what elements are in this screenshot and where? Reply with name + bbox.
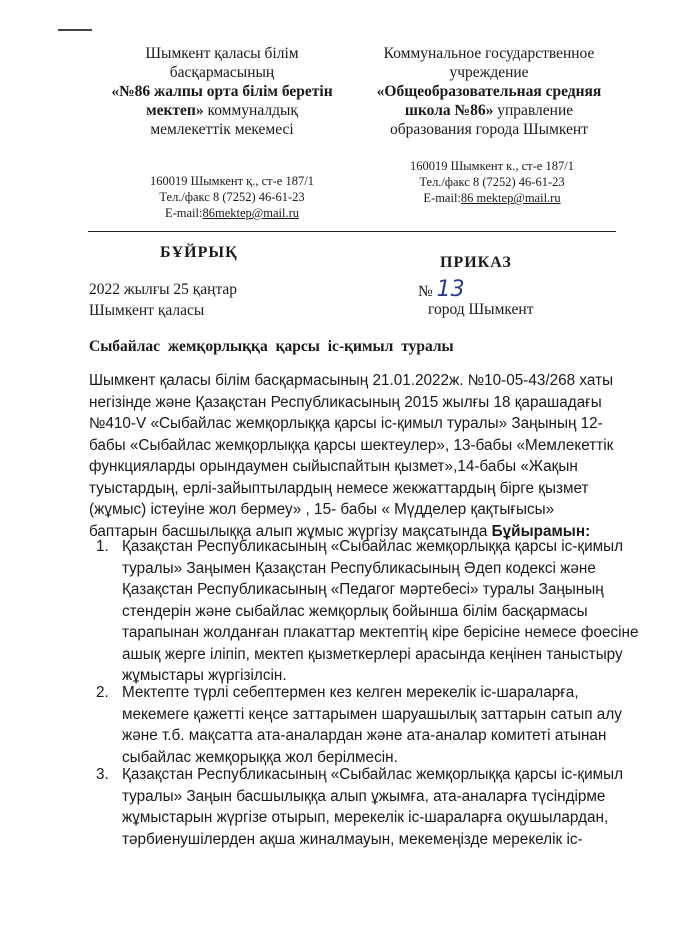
order-city-kz: Шымкент қаласы	[89, 302, 205, 319]
list-item-number: 2.	[96, 684, 109, 701]
list-item-text: Мектепте түрлі себептермен кез келген мерекелік іс-шараларға, мекемеге қажетті кеңсе заттарымен шаруашылық заттарын сатып алу және т.б. мақсатта ата-аналардан және ата-аналар комитеті атынан сыбайлас жемқорыққа жол берілмесін.	[122, 684, 622, 766]
order-subject: Сыбайлас жемқорлыққа қарсы іс-қимыл туралы	[89, 338, 454, 355]
header-kz-line4-rest: коммуналдық	[203, 102, 298, 119]
intro-text: Шымкент қаласы білім басқармасының 21.01.2022ж. №10-05-43/268 хаты негізінде және Қазақстан Республикасының 2015 жылғы 18 қарашадағы №410-V «Сыбайлас жемқорлыққа қарсы іс-қимыл туралы» Заңының 12-бабы «Сыбайлас жемқорлыққа қарсы шектеулер», 13-бабы «Мемлекеттік функцияларды орындаумен сыйыспайтын қызмет»,14-бабы «Жақын туыстардың, ерлі-зайыптылардың немесе жекжаттардың бірге қызмет (жұмыс) істеуіне жол бермеу» , 15- бабы « Мүдделер қақтығысы» баптарын басшылыққа алып жұмыс жүргізу мақсатында	[89, 372, 614, 540]
header-ru-line4-rest: управление	[493, 102, 574, 119]
list-item-text: Қазақстан Республикасының «Сыбайлас жемқорлыққа қарсы іс-қимыл туралы» Заңын басшылыққа алып ұжымға, ата-аналарға түсіндірме жұмыстарын жүргізе отырып, мерекелік іс-шараларға оқушылардан, тәрбиенушілерден ақша жиналмауын, мекемеңізде мерекелік іс-	[122, 766, 624, 848]
list-item	[96, 682, 641, 768]
address-kz-email-prefix: E-mail:	[164, 206, 203, 220]
address-kz-line1: 160019 Шымкент қ., ст-е 187/1	[150, 174, 314, 188]
address-kz-line2: Тел./факс 8 (7252) 46-61-23	[159, 190, 305, 204]
order-number-prefix: №	[418, 283, 433, 300]
header-ru	[352, 44, 626, 139]
header-ru-line2: учреждение	[449, 64, 529, 81]
header-ru-line1: Коммунальное государственное	[383, 45, 595, 62]
header-ru-line3: «Общеобразовательная средняя	[376, 83, 602, 100]
address-kz	[112, 173, 352, 221]
header-kz-line5: мемлекеттік мекемесі	[150, 121, 294, 138]
list-item	[96, 764, 641, 850]
order-date: 2022 жылғы 25 қаңтар	[89, 281, 238, 298]
address-ru-email-prefix: E-mail:	[423, 191, 461, 205]
intro-paragraph	[89, 370, 619, 542]
order-number-handwritten: 13	[436, 277, 465, 302]
address-ru-line1: 160019 Шымкент к., ст-е 187/1	[410, 159, 574, 173]
header-divider	[88, 231, 616, 232]
list-item-text: Қазақстан Республикасының «Сыбайлас жемқорлыққа қарсы іс-қимыл туралы» Заңымен Қазақстан Республикасының Әдеп кодексі және Қазақстан Республикасының «Педагог мәртебесі» туралы Заңының стендерін және сыбайлас жемқорлық бойынша білім басқармасы тарапынан жолданған плакаттар мектептің кіре берісіне немесе фоесіне ашық жерге іліпіп, мектеп қызметкерлері арасында кеңінен таныстыру жұмыстары жүргізілсін.	[122, 538, 639, 684]
list-item-number: 3.	[96, 766, 109, 783]
header-kz-line3: «№86 жалпы орта білім беретін	[111, 83, 333, 100]
header-kz-line4-bold: мектеп»	[146, 102, 204, 119]
header-ru-line4-bold: школа №86»	[404, 102, 494, 119]
address-ru-email: 86 mektep@mail.ru	[460, 191, 561, 205]
order-title-ru: ПРИКАЗ	[440, 254, 512, 271]
header-kz-line2: басқармасының	[169, 64, 275, 81]
order-number	[418, 277, 465, 302]
address-ru-line2: Тел./факс 8 (7252) 46-61-23	[419, 175, 565, 189]
order-date-kz	[89, 279, 237, 321]
address-kz-email: 86mektep@mail.ru	[202, 206, 300, 220]
order-city-ru: город Шымкент	[428, 301, 534, 318]
header-kz-line1: Шымкент қаласы білім	[145, 45, 299, 62]
list-item-number: 1.	[96, 538, 109, 555]
intro-bold-end: Бұйырамын:	[491, 522, 591, 540]
list-item	[96, 536, 641, 687]
order-title-kz: БҰЙРЫҚ	[160, 244, 238, 261]
header-ru-line5: образования города Шымкент	[389, 121, 588, 138]
scan-mark	[58, 29, 92, 31]
header-kz	[92, 44, 352, 139]
address-ru	[372, 158, 612, 206]
